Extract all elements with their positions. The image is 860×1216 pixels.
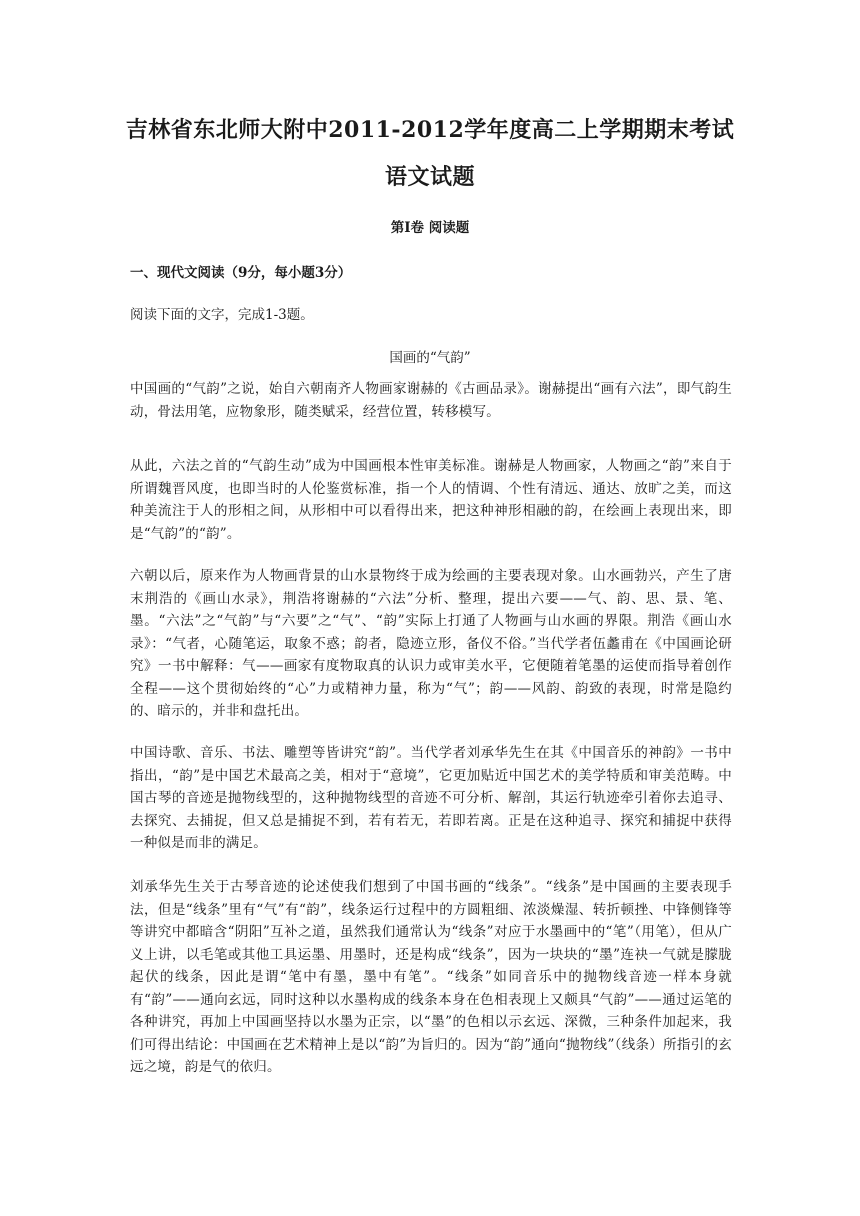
paragraph-4: 中国诗歌、音乐、书法、雕塑等皆讲究“韵”。当代学者刘承华先生在其《中国音乐的神韵》一书中指出，“韵”是中国艺术最高之美，相对于“意境”，它更加贴近中国艺术的美学特质和审美范畴。中国古琴的音迹是抛物线型的，这种抛物线型的音迹不可分析、解剖，其运行轨迹牵引着你去追寻、去探究、去捕捉，但又总是捕捉不到，若有若无，若即若离。正是在这种追寻、探究和捕捉中获得一种似是而非的满足。 [130, 745, 732, 851]
exam-title: 吉林省东北师大附中2011-2012学年度高二上学期期末考试 [125, 117, 735, 143]
paragraph-3: 六朝以后，原来作为人物画背景的山水景物终于成为绘画的主要表现对象。山水画勃兴，产生了唐末荆浩的《画山水录》，荆浩将谢赫的“六法”分析、整理，提出六要——气、韵、思、景、笔、墨。“六法”之“气韵”与“六要”之“气”、“韵”实际上打通了人物画与山水画的界限。荆浩《画山水录》：“气者，心随笔运，取象不惑；韵者，隐迹立形，备仪不俗。”当代学者伍蠡甫在《中国画论研究》一书中解释：气——画家有度物取真的认识力或审美水平，它便随着笔墨的运使而指导着创作全程——这个贯彻始终的“心”力或精神力量，称为“气”；韵——风韵、韵致的表现，时常是隐约的、暗示的，并非和盘托出。 [130, 568, 732, 719]
section-heading: 第Ⅰ卷 阅读题 [390, 220, 470, 236]
paragraph-5: 刘承华先生关于古琴音迹的论述使我们想到了中国书画的“线条”。“线条”是中国画的主要表现手法，但是“线条”里有“气”有“韵”，线条运行过程中的方圆粗细、浓淡燥湿、转折顿挫、中锋侧锋等等讲究中都暗含“阴阳”互补之道，虽然我们通常认为“线条”对应于水墨画中的“笔”（用笔），但从广义上讲，以毛笔或其他工具运墨、用墨时，还是构成“线条”，因为一块块的“墨”连袂一气就是朦胧起伏的线条，因此是谓“笔中有墨，墨中有笔”。“线条”如同音乐中的抛物线音迹一样本身就有“韵”——通向玄远，同时这种以水墨构成的线条本身在色相表现上又颇具“气韵”——通过运笔的各种讲究，再加上中国画坚持以水墨为正宗，以“墨”的色相以示玄远、深微，三种条件加起来，我们可得出结论：中国画在艺术精神上是以“韵”为旨归的。因为“韵”通向“抛物线”（线条）所指引的玄远之境，韵是气的依归。 [130, 879, 732, 1075]
exam-subtitle: 语文试题 [384, 164, 475, 190]
reading-instruction: 阅读下面的文字，完成1-3题。 [130, 307, 314, 323]
paragraph-1: 中国画的“气韵”之说，始自六朝南齐人物画家谢赫的《古画品录》。谢赫提出“画有六法”，即气韵生动，骨法用笔，应物象形，随类赋采，经营位置，转移模写。 [130, 381, 732, 420]
paragraph-2: 从此，六法之首的“气韵生动”成为中国画根本性审美标准。谢赫是人物画家，人物画之“韵”来自于所谓魏晋风度，也即当时的人伦鉴赏标准，指一个人的情调、个性有清远、通达、放旷之美，而这种美流注于人的形相之间，从形相中可以看得出来，把这种神形相融的韵，在绘画上表现出来，即是“气韵”的“韵”。 [130, 458, 732, 542]
article-title: 国画的“气韵” [389, 350, 471, 366]
question-heading: 一、现代文阅读（9分，每小题3分） [130, 265, 352, 281]
